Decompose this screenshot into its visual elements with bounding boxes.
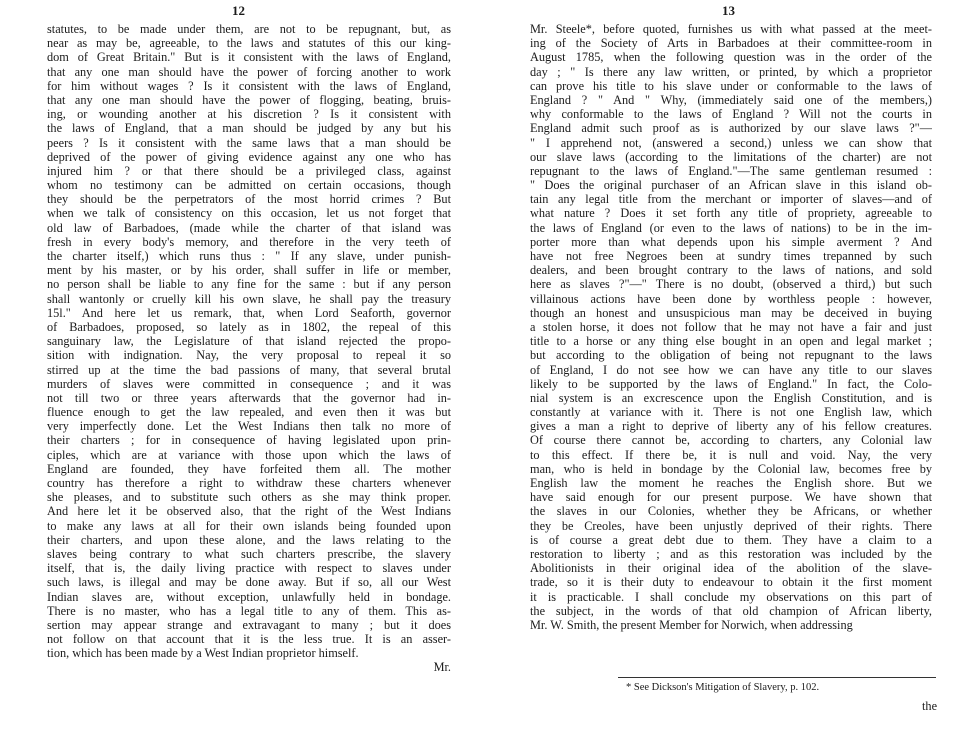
text-line: England are founded, they have forfeited them all. The mother — [47, 461, 451, 476]
text-line: tion, which has been made by a West Indian proprietor himself. — [47, 646, 359, 661]
text-line: such laws, is illegal and may be done away. But if so, all our West — [47, 575, 451, 590]
text-line: fresh in every body's memory, and therefore in the very teeth of — [47, 234, 451, 249]
text-line: statutes, to be made under them, are not to be repugnant, but, as — [47, 22, 451, 36]
text-line: she pleases, and to substitute such others as she may think proper. — [47, 490, 451, 505]
text-line: what nature ? Does it set forth any title of propriety, agreeable to — [530, 206, 932, 221]
text-line: our slave laws (according to the limitations of the charter) are not — [530, 149, 932, 164]
text-line: August 1785, when the following question was in the order of the — [530, 50, 932, 65]
text-line: the laws of England, that a man should be judged by any but his — [47, 121, 451, 136]
text-line: restoration to liberty ; and as this restoration was included by the — [530, 546, 932, 561]
text-line: sition with indignation. Nay, the very proposal to repeal it so — [47, 348, 451, 363]
text-line: of England, I do not see how we can have any title to our slaves — [530, 362, 932, 377]
text-line: " I apprehend not, (answered a second,) unless we can show that — [530, 135, 932, 150]
text-line: repugnant to the laws of England."—The same gentleman resumed : — [530, 163, 932, 178]
text-line: they should be the perpetrators of the most horrid crimes ? But — [47, 192, 451, 207]
text-line: ment by his master, or by his order, shall suffer in life or member, — [47, 263, 451, 278]
text-line: have said enough for our present purpose. We have shown that — [530, 490, 932, 505]
text-line: a stolen horse, it does not follow that he may not have a fair and just — [530, 319, 932, 334]
text-line: dom of Great Britain." But is it consistent with the laws of England, — [47, 50, 451, 65]
text-line: that any one man should have the power of flogging, beating, bruis- — [47, 92, 451, 107]
text-line: England ? " And " Why, (immediately said one of the members,) — [530, 92, 932, 107]
text-line: There is no master, who has a legal title to any of them. This as- — [47, 603, 451, 618]
text-line: not till two or three years afterwards that the governor had in- — [47, 390, 451, 405]
text-line: when we talk of consistency on this occasion, let us not forget that — [47, 206, 451, 221]
text-line: no person shall be liable to any fine for the same : but if any person — [47, 277, 451, 292]
text-line: England admit such proof as is authorized by our slave laws ?"— — [530, 121, 932, 136]
text-line: Mr. W. Smith, the present Member for Norwich, when addressing — [530, 617, 853, 632]
footnote-divider — [618, 677, 936, 678]
text-line: man, who is held in bondage by the Colonial law, becomes free by — [530, 461, 932, 476]
text-line: nial system is an excrescence upon the English Constitution, and is — [530, 390, 932, 405]
text-line: their charters, and upon these alone, and the laws relating to the — [47, 532, 451, 547]
text-line: whom no testimony can be admitted on certain occasions, though — [47, 178, 451, 193]
text-line: itself, that is, the daily living practice with respect to slaves under — [47, 561, 451, 576]
text-line: Indian slaves are, without exception, unlawfully held in bondage. — [47, 589, 451, 604]
right-page — [490, 0, 980, 744]
text-line: fluence enough to get the law repealed, and even then it was but — [47, 405, 451, 420]
text-line: here as slaves ?"—" There is no doubt, (observed a third,) but such — [530, 277, 932, 292]
catchword: Mr. — [433, 660, 451, 675]
text-line: ing, or wounding another at his discretion ? Is it consistent with — [47, 107, 451, 122]
text-line: dealers, and been brought contrary to the laws of nations, and sold — [530, 263, 932, 278]
text-line: why conformable to the laws of England ? Will not the courts in — [530, 107, 932, 122]
text-line: sanguinary law, the Legislature of that island rejected the propo- — [47, 334, 451, 349]
text-line: And here let it be observed also, that the right of the West Indians — [47, 504, 451, 519]
text-line: villainous actions have been done by worthless people : however, — [530, 291, 932, 306]
text-line: the subject, in the words of that old champion of African liberty, — [530, 603, 932, 618]
text-line: is of course a great debt due to them. They have a claim to a — [530, 532, 932, 547]
text-line: gives a man a right to deprive of liberty any of his fellow creatures. — [530, 419, 932, 434]
text-line: though an honest and unsuspicious man may be deceived in buying — [530, 305, 932, 320]
text-line: porter more than what depends upon his simple averment ? And — [530, 234, 932, 249]
text-line: tain any legal title from the merchant or importer of slaves—and of — [530, 192, 932, 207]
text-line: Abolitionists in their original idea of the abolition of the slave- — [530, 561, 932, 576]
text-line: have not free Negroes been at sundry times trepanned by such — [530, 249, 932, 263]
text-line: for him without wages ? Is it consistent with the laws of England, — [47, 78, 451, 93]
text-line: they be Creoles, have been unjustly deprived of their rights. There — [530, 518, 932, 533]
text-line: the charter itself,) which runs thus : " If any slave, under punish- — [47, 249, 451, 263]
page-number: 13 — [722, 3, 735, 18]
text-line: old law of Barbadoes, (made while the charter of that island was — [47, 220, 451, 235]
text-line: very imperfectly done. Let the West Indians then talk no more of — [47, 419, 451, 434]
text-line: deprived of the power of giving evidence against any one who has — [47, 149, 451, 164]
text-line: their charters ; for in consequence of having legislated upon prin- — [47, 433, 451, 448]
text-line: that any one man should have the power of forcing another to work — [47, 64, 451, 79]
text-line: ciples, which are at variance with those upon which the laws of — [47, 447, 451, 462]
text-line: can prove his title to his slave under or conformable to the laws of — [530, 78, 932, 93]
text-line: trade, so it is their duty to endeavour to obtain it the first moment — [530, 575, 932, 590]
text-line: injured him ? or that there should be a privileged class, against — [47, 163, 451, 178]
text-line: day ; " Is there any law written, or printed, by which a proprietor — [530, 64, 932, 79]
text-line: constantly at variance with it. There is not one English law, which — [530, 405, 932, 420]
text-line: it is practicable. I shall conclude my observations on this part of — [530, 589, 932, 604]
text-line: likely to be supported by the laws of England." In fact, the Colo- — [530, 376, 932, 391]
text-line: sertion may appear strange and extravagant to many ; but it does — [47, 617, 451, 632]
text-line: the slaves in our Colonies, whether they be Africans, or whether — [530, 504, 932, 519]
text-line: but according to the obligation of being not repugnant to the laws — [530, 348, 932, 363]
text-line: peers ? Is it consistent with the same laws that a man should be — [47, 135, 451, 150]
text-line: English law the moment he reaches the English shore. But we — [530, 476, 932, 490]
text-line: " Does the original purchaser of an African slave in this island ob- — [530, 178, 932, 193]
text-line: murders of slaves were committed in consequence ; and it was — [47, 376, 451, 391]
text-line: stirred up at the time the bad passions of many, that several brutal — [47, 362, 451, 377]
text-line: ing of the Society of Arts in Barbadoes at their committee-room in — [530, 36, 932, 51]
text-line: not follow on that account that it is the less true. It is an asser- — [47, 632, 451, 647]
text-line: Mr. Steele*, before quoted, furnishes us with what passed at the meet- — [530, 22, 932, 36]
text-line: the laws of England (or even to the laws of nations) to be in the im- — [530, 220, 932, 235]
text-line: near as may be, agreeable, to the laws and statutes of this our king- — [47, 36, 451, 51]
text-line: 15l." And here let us remark, that, when Lord Seaforth, governor — [47, 305, 451, 320]
text-line: to this effect. If there be, it is null and void. Nay, the very — [530, 447, 932, 462]
catchword: the — [922, 699, 938, 713]
page-number: 12 — [232, 3, 245, 18]
text-line: slaves being contrary to what such charters prescribe, the slavery — [47, 546, 451, 561]
body-text — [47, 22, 451, 675]
text-line: of Barbadoes, proposed, so lately as in 1802, the repeal of this — [47, 319, 451, 334]
text-line: to make any laws at all for their own islands being founded upon — [47, 518, 451, 533]
text-line: shall wantonly or cruelly kill his own slave, he shall pay the treasury — [47, 291, 451, 306]
footnote: * See Dickson's Mitigation of Slavery, p. 102. — [626, 682, 820, 693]
text-line: Of course there cannot be, according to charters, any Colonial law — [530, 433, 932, 448]
text-line: title to a horse or any thing else bought in an open and legal market ; — [530, 334, 932, 349]
text-line: country has therefore a right to withdraw these charters whenever — [47, 476, 451, 490]
body-text — [530, 22, 932, 632]
